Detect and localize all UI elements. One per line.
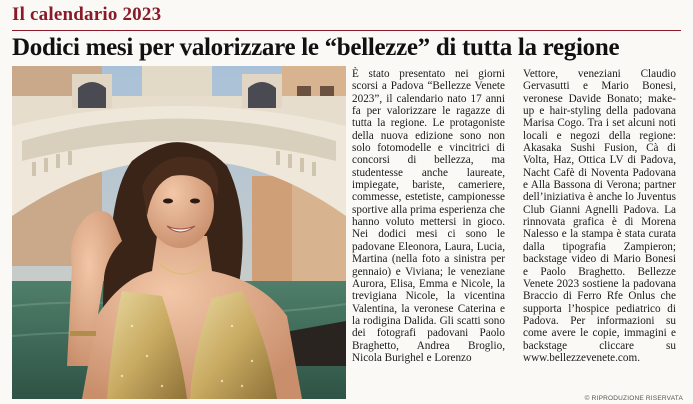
copyright-notice: © RIPRODUZIONE RISERVATA: [584, 395, 683, 402]
article-photo: [12, 66, 346, 399]
article-column-2: Vettore, veneziani Claudio Gervasutti e Mario Bonesi, veronese Davide Bonato; make-up e hair-styling della padovana Marisa Cogo. Tra i set alcuni noti locali e negozi della regione: Akasaka Sushi Fusion, Cà di Volta, Haz, Ottica LV di Padova, Nacht Cafè di Noventa Padovana e Alla Bassona di Verona; partner dell’iniziativa è anche lo Juventus Club Gianni Agnelli Padova. La rinnovata grafica è di Morena Nalesso e la stampa è stata curata dalla tipografia Zampieron; backstage video di Mario Bonesi e Paolo Braghetto. Bellezze Venete 2023 sostiene la padovana Braccio di Ferro Rfe Onlus che supporta l’hospice pediatrico di Padova. Per informazioni su come avere le copie, immagini e backstage cliccare su www.bellezzevenete.com.: [523, 68, 676, 364]
kicker-divider: [12, 30, 681, 31]
section-kicker: Il calendario 2023: [12, 4, 162, 25]
article-column-1: È stato presentato nei giorni scorsi a Padova “Bellezze Venete 2023”, il calendario nato 17 anni fa per valorizzare le ragazze di tutta la regione. Le protagoniste della nuova edizione sono non solo fotomodelle e vincitrici di concorsi di bellezza, ma studentesse anche laureate, impiegate, bariste, cameriere, commesse, estetiste, campionesse sportive alla prima esperienza che hanno voluto mettersi in gioco. Nei dodici mesi ci sono le padovane Eleonora, Laura, Lucia, Martina (nella foto a sinistra per gennaio) e Viviana; le veneziane Aurora, Elisa, Emma e Nicole, la trevigiana Nicole, la vicentina Valentina, la veronese Caterina e la rodigina Dalida. Gli scatti sono dei fotografi padovani Paolo Braghetto, Andrea Broglio, Nicola Burighel e Lorenzo: [352, 68, 505, 364]
article-headline: Dodici mesi per valorizzare le “bellezze” di tutta la regione: [12, 34, 620, 61]
